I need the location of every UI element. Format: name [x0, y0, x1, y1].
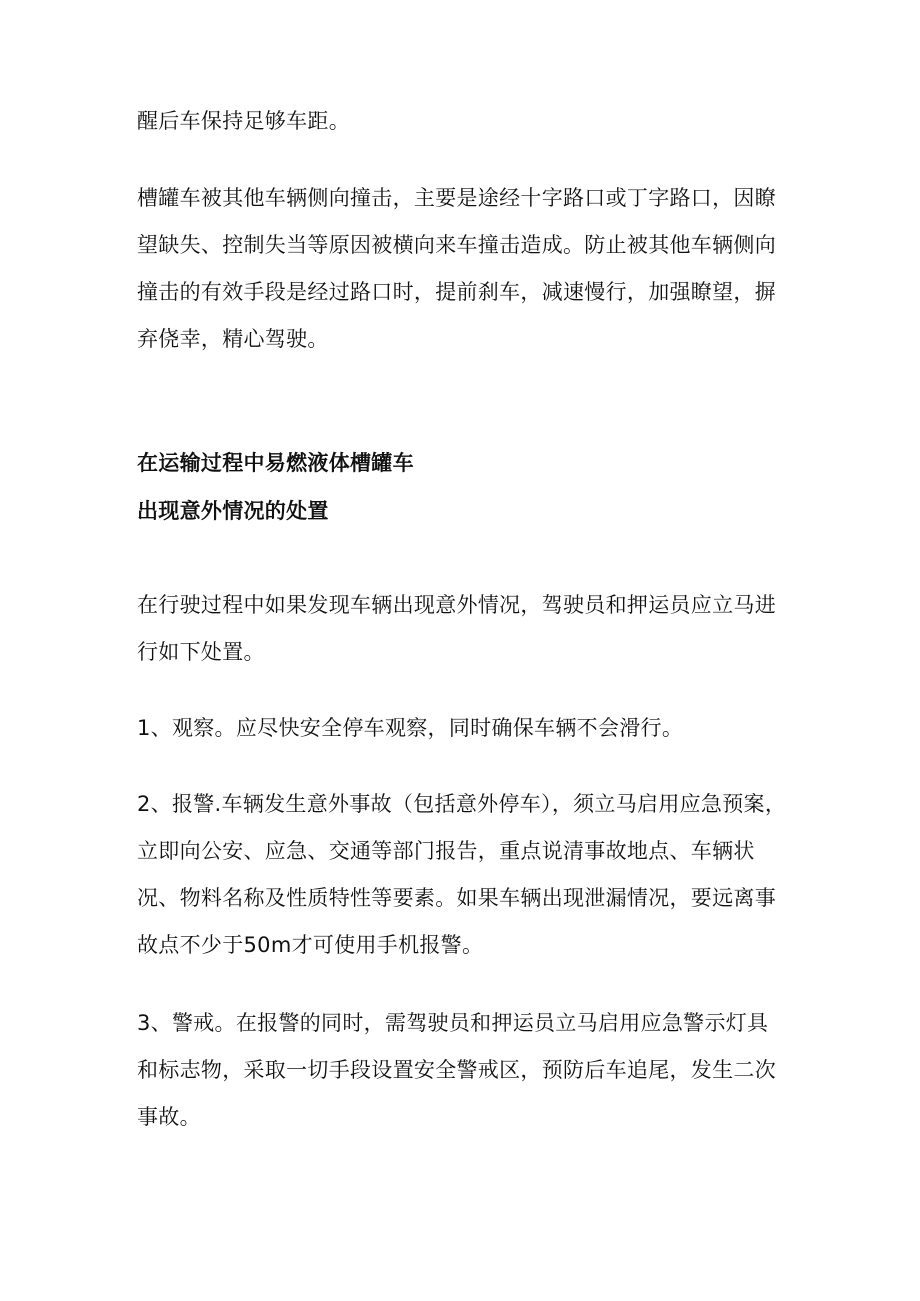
step-alert: 3、警戒。在报警的同时，需驾驶员和押运员立马启用应急警示灯具和标志物，采取一切手段设置安全警戒区，预防后车追尾，发生二次事故。	[137, 1011, 776, 1129]
section-heading-line2: 出现意外情况的处置	[137, 499, 329, 523]
paragraph-following-distance: 醒后车保持足够车距。	[137, 109, 350, 133]
paragraph-side-collision: 槽罐车被其他车辆侧向撞击，主要是途经十字路口或丁字路口，因瞭望缺失、控制失当等原因被横向来车撞击造成。防止被其他车辆侧向撞击的有效手段是经过路口时，提前刹车，减速慢行，加强瞭望，摒弃侥幸，精心驾驶。	[137, 186, 776, 351]
section-heading-line1: 在运输过程中易燃液体槽罐车	[137, 451, 414, 475]
step-observe: 1、观察。应尽快安全停车观察，同时确保车辆不会滑行。	[137, 716, 684, 740]
paragraph-intro: 在行驶过程中如果发现车辆出现意外情况，驾驶员和押运员应立马进行如下处置。	[137, 593, 776, 664]
step-alarm: 2、报警.车辆发生意外事故（包括意外停车），须立马启用应急预案，立即向公安、应急、交通等部门报告，重点说清事故地点、车辆状况、物料名称及性质特性等要素。如果车辆出现泄漏情况，要远离事故点不少于50m才可使用手机报警。	[137, 792, 787, 957]
